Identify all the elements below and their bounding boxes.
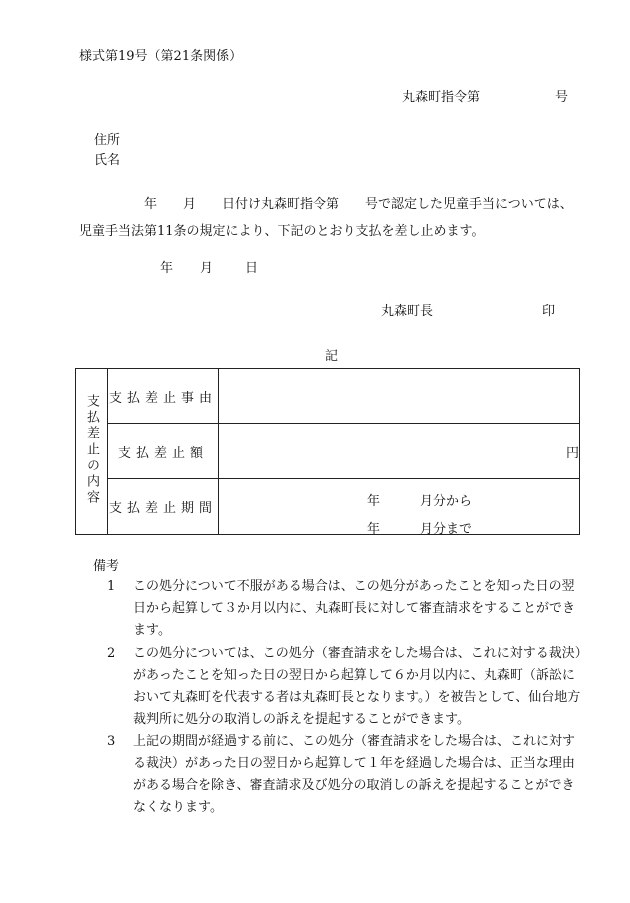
reason-value (219, 369, 580, 424)
address-label: 住所 (94, 133, 121, 148)
period-from-month: 月分から (420, 494, 473, 509)
period-label: 支払差止期間 (108, 479, 219, 535)
table-header-cell (76, 369, 108, 535)
amount-value (219, 424, 580, 479)
doc-number-suffix: 号 (555, 90, 569, 105)
remarks-title: 備考 (93, 559, 120, 574)
mayor-title: 丸森町長 (381, 304, 434, 319)
table-header: 支払差止の内容 (84, 393, 99, 506)
date-month: 月 (200, 261, 214, 276)
remark-item (107, 731, 587, 819)
period-to (367, 523, 472, 536)
table-row (76, 479, 580, 535)
amount-unit: 円 (565, 445, 579, 461)
seal-mark: 印 (542, 304, 556, 319)
remark-number: 2 (107, 646, 116, 661)
doc-number-prefix: 丸森町指令第 (402, 90, 481, 105)
ki-heading: 記 (325, 349, 339, 364)
period-to-year: 年 (367, 522, 381, 537)
date-year: 年 (160, 261, 174, 276)
name-label: 氏名 (94, 153, 121, 168)
period-from (367, 495, 472, 508)
notice-body (79, 191, 573, 245)
table-row (76, 369, 580, 424)
issue-date (160, 262, 258, 275)
amount-label: 支払差止額 (108, 424, 219, 479)
notice-body-line1: 年 月 日付け丸森町指令第 号で認定した児童手当については、 (79, 197, 573, 212)
remark-text: 上記の期間が経過する前に、この処分（審査請求をした場合は、これに対する裁決）があった日の翌日から起算して１年を経過した場合は、正当な理由がある場合を除き、審査請求及び処分の取消しの訴えを提起することができなくなります。 (133, 734, 576, 815)
remark-item (107, 643, 587, 731)
form-number: 様式第19号（第21条関係） (79, 49, 243, 64)
remark-text: この処分については、この処分（審査請求をした場合は、これに対する裁決）があったことを知った日の翌日から起算して６か月以内に、丸森町（訴訟において丸森町を代表する者は丸森町長となります。）を被告として、仙台地方裁判所に処分の取消しの訴えを提起することができます。 (133, 646, 582, 727)
period-to-month: 月分まで (420, 522, 473, 537)
notice-body-line2: 児童手当法第11条の規定により、下記のとおり支払を差し止めます。 (79, 224, 485, 239)
date-day: 日 (245, 261, 259, 276)
remark-number: 3 (107, 734, 116, 749)
remark-text: この処分について不服がある場合は、この処分があったことを知った日の翌日から起算して３か月以内に、丸森町長に対して審査請求をすることができます。 (133, 579, 576, 638)
suspension-table (75, 368, 580, 535)
period-from-year: 年 (367, 494, 381, 509)
table-row (76, 424, 580, 479)
remark-item (107, 576, 587, 642)
remark-number: 1 (107, 579, 116, 594)
period-value (219, 479, 580, 535)
reason-label: 支払差止事由 (108, 369, 219, 424)
